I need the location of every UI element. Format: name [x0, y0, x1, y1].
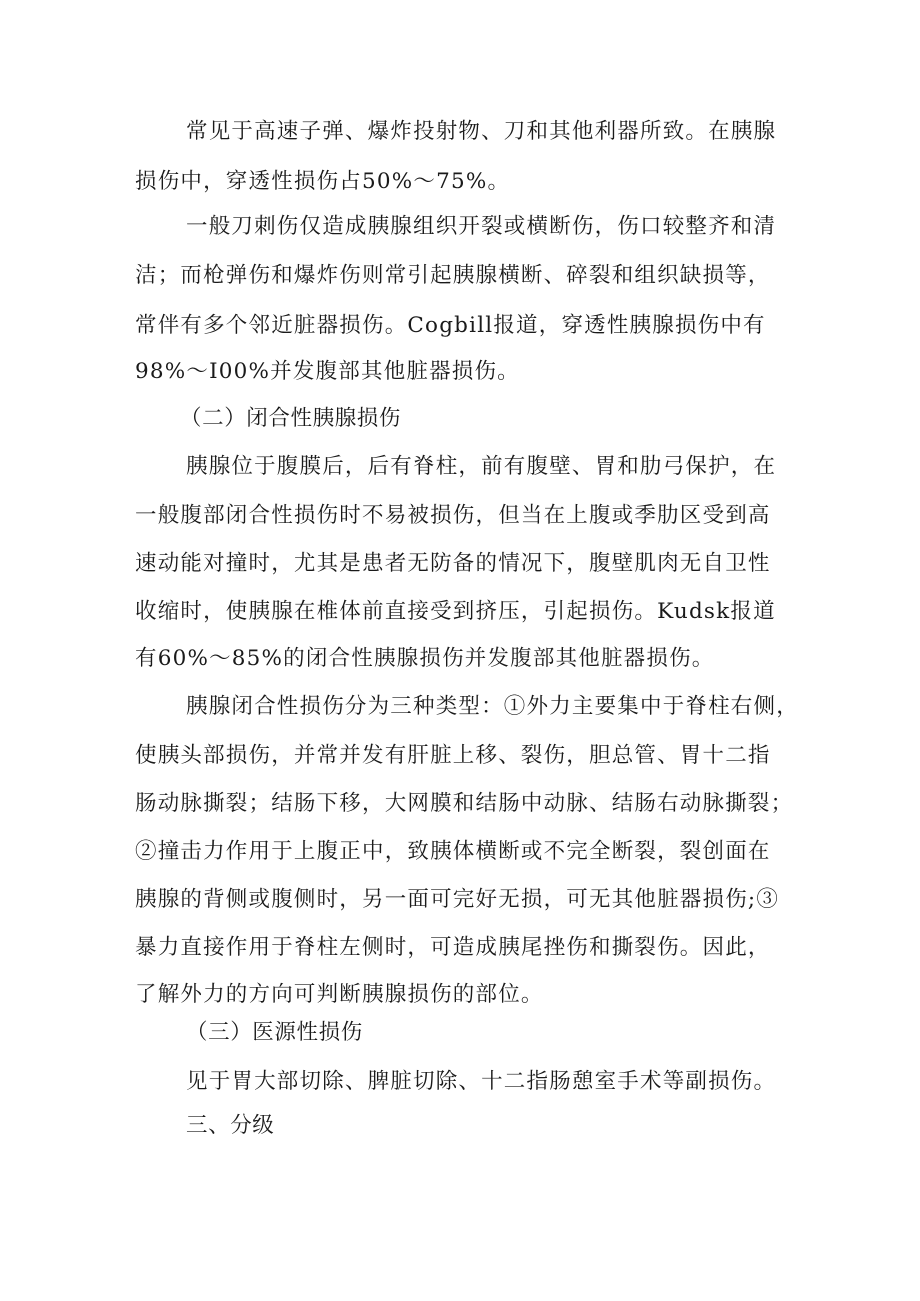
paragraph-line: 一般腹部闭合性损伤时不易被损伤，但当在上腹或季肋区受到高 [135, 503, 771, 528]
chapter-heading: 三、分级 [186, 1113, 275, 1138]
paragraph-line: 一般刀刺伤仅造成胰腺组织开裂或横断伤，伤口较整齐和清 [186, 214, 777, 239]
paragraph-line: 有60%～85%的闭合性胰腺损伤并发腹部其他脏器损伤。 [135, 646, 715, 671]
paragraph-line: 胰腺闭合性损伤分为三种类型：①外力主要集中于脊柱右侧， [186, 694, 799, 719]
paragraph-line: 常见于高速子弹、爆炸投射物、刀和其他利器所致。在胰腺 [186, 119, 777, 144]
section-heading: （二）闭合性胰腺损伤 [180, 406, 402, 431]
paragraph-line: 常伴有多个邻近脏器损伤。Cogbill报道，穿透性胰腺损伤中有 [135, 313, 766, 338]
paragraph-line: 收缩时，使胰腺在椎体前直接受到挤压，引起损伤。Kudsk报道 [135, 599, 776, 624]
section-heading: （三）医源性损伤 [186, 1020, 363, 1045]
paragraph-line: 使胰头部损伤，并常并发有肝脏上移、裂伤，胆总管、胃十二指 [135, 743, 771, 768]
paragraph-line: 肠动脉撕裂；结肠下移，大网膜和结肠中动脉、结肠右动脉撕裂； [135, 791, 794, 816]
paragraph-line: 暴力直接作用于脊柱左侧时，可造成胰尾挫伤和撕裂伤。因此， [135, 935, 771, 960]
paragraph-line: 洁；而枪弹伤和爆炸伤则常引起胰腺横断、碎裂和组织缺损等， [135, 263, 771, 288]
paragraph-line: 损伤中，穿透性损伤占50%～75%。 [135, 169, 511, 194]
paragraph-line: 了解外力的方向可判断胰腺损伤的部位。 [135, 982, 544, 1007]
paragraph-line: 98%～I00%并发腹部其他脏器损伤。 [135, 359, 520, 384]
paragraph-line: ②撞击力作用于上腹正中，致胰体横断或不完全断裂，裂创面在 [135, 839, 771, 864]
paragraph-line: 胰腺的背侧或腹侧时，另一面可完好无损，可无其他脏器损伤;③ [135, 887, 780, 912]
paragraph-line: 速动能对撞时，尤其是患者无防备的情况下，腹壁肌肉无自卫性 [135, 551, 771, 576]
paragraph-line: 胰腺位于腹膜后，后有脊柱，前有腹壁、胃和肋弓保护，在 [186, 454, 777, 479]
paragraph-line: 见于胃大部切除、脾脏切除、十二指肠憩室手术等副损伤。 [186, 1069, 777, 1094]
